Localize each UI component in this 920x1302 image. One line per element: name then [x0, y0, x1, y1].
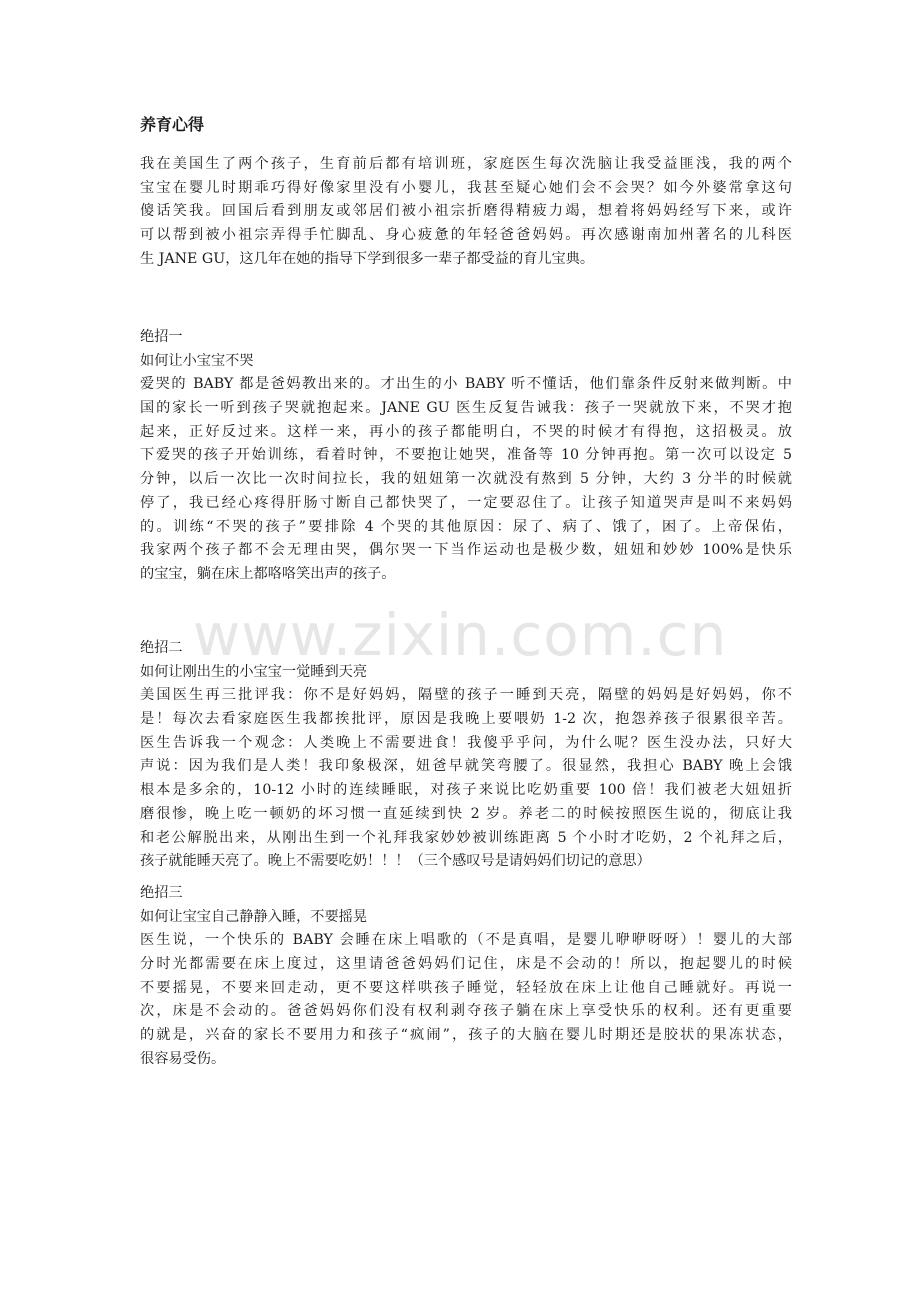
text-line: 很容易受伤。 — [140, 1050, 226, 1067]
section-body — [140, 373, 792, 586]
section-label: 绝招一 — [140, 329, 183, 345]
section-body — [140, 929, 792, 1071]
text-line: 根本是多余的，10-12 小时的连续睡眠，对孩子来说比吃奶重要 100 倍！我们被老大妞妞折 — [140, 782, 792, 799]
text-line: 起来，正好反过来。这样一来，再小的孩子都能明白，不哭的时候才有得抱，这招极灵。放 — [140, 423, 792, 440]
intro-paragraph — [140, 153, 792, 271]
section-2 — [140, 637, 792, 874]
section-body — [140, 684, 792, 874]
text-line: 次，床是不会动的。爸爸妈妈你们没有权利剥夺孩子躺在床上享受快乐的权利。还有更重要 — [140, 1003, 792, 1020]
section-label: 绝招三 — [140, 885, 183, 901]
text-line: 孩子就能睡天亮了。晚上不需要吃奶！！！（三个感叹号是请妈妈们切记的意思） — [140, 853, 651, 870]
text-line: 医生告诉我一个观念：人类晚上不需要进食！我傻乎乎问，为什么呢？医生没办法，只好大 — [140, 734, 792, 751]
text-line: 傻话笑我。回国后看到朋友或邻居们被小祖宗折磨得精疲力竭，想着将妈妈经写下来，或许 — [140, 203, 792, 220]
section-1 — [140, 326, 792, 587]
text-line: 生 JANE GU，这几年在她的指导下学到很多一辈子都受益的育儿宝典。 — [140, 250, 595, 267]
text-line: 我家两个孩子都不会无理由哭，偶尔哭一下当作运动也是极少数，妞妞和妙妙 100%是快乐 — [140, 542, 792, 559]
text-line: 分钟，以后一次比一次时间拉长，我的妞妞第一次就没有熬到 5 分钟，大约 3 分半的时候就 — [140, 471, 792, 488]
document-title: 养育心得 — [140, 115, 205, 134]
text-line: 可以帮到被小祖宗弄得手忙脚乱、身心疲惫的年轻爸爸妈妈。再次感谢南加州著名的儿科医 — [140, 227, 792, 244]
text-line: 医生说，一个快乐的 BABY 会睡在床上唱歌的（不是真唱，是婴儿咿咿呀呀）！婴儿的大部 — [140, 932, 792, 949]
text-line: 的。训练“不哭的孩子”要排除 4 个哭的其他原因：尿了、病了、饿了，困了。上帝保佑， — [140, 518, 792, 535]
watermark: www.zixin.com.cn — [192, 601, 728, 669]
text-line: 宝宝在婴儿时期乖巧得好像家里没有小婴儿，我甚至疑心她们会不会哭？如今外婆常拿这句 — [140, 179, 792, 196]
text-line: 的宝宝，躺在床上都咯咯笑出声的孩子。 — [140, 565, 396, 582]
text-line: 不要摇晃，不要来回走动，更不要这样哄孩子睡觉，轻轻放在床上让他自己睡就好。再说一 — [140, 979, 792, 996]
text-line: 声说：因为我们是人类！我印象极深，妞爸早就笑弯腰了。很显然，我担心 BABY 晚上会饿 — [140, 758, 792, 775]
text-line: 我在美国生了两个孩子，生育前后都有培训班，家庭医生每次洗脑让我受益匪浅，我的两个 — [140, 156, 792, 172]
section-subtitle: 如何让宝宝自己静静入睡，不要摇晃 — [140, 908, 368, 925]
text-line: 停了，我已经心疼得肝肠寸断自己都快哭了，一定要忍住了。让孩子知道哭声是叫不来妈妈 — [140, 494, 792, 511]
text-line: 磨很惨，晚上吃一顿奶的坏习惯一直延续到快 2 岁。养老二的时候按照医生说的，彻底让我 — [140, 805, 792, 822]
text-line: 国的家长一听到孩子哭就抱起来。JANE GU 医生反复告诫我：孩子一哭就放下来，不哭才抱 — [140, 400, 792, 417]
section-3 — [140, 882, 792, 1072]
text-line: 和老公解脱出来，从刚出生到一个礼拜我家妙妙被训练距离 5 个小时才吃奶，2 个礼拜之后， — [140, 829, 792, 846]
section-subtitle: 如何让小宝宝不哭 — [140, 352, 254, 369]
text-line: 是！每次去看家庭医生我都挨批评，原因是我晚上要喂奶 1-2 次，抱怨养孩子很累很辛苦。 — [140, 711, 792, 728]
section-label: 绝招二 — [140, 640, 183, 656]
text-line: 爱哭的 BABY 都是爸妈教出来的。才出生的小 BABY 听不懂话，他们靠条件反射来做判断。中 — [140, 376, 792, 393]
text-line: 的就是，兴奋的家长不要用力和孩子“疯闹”，孩子的大脑在婴儿时期还是胶状的果冻状态， — [140, 1027, 792, 1044]
text-line: 分时光都需要在床上度过，这里请爸爸妈妈们记住，床是不会动的！所以，抱起婴儿的时候 — [140, 956, 792, 973]
section-subtitle: 如何让刚出生的小宝宝一觉睡到天亮 — [140, 663, 368, 680]
text-line: 下爱哭的孩子开始训练，看着时钟，不要抱让她哭，准备等 10 分钟再抱。第一次可以设定 5 — [140, 447, 792, 464]
text-line: 美国医生再三批评我：你不是好妈妈，隔壁的孩子一睡到天亮，隔壁的妈妈是好妈妈，你不 — [140, 687, 792, 704]
